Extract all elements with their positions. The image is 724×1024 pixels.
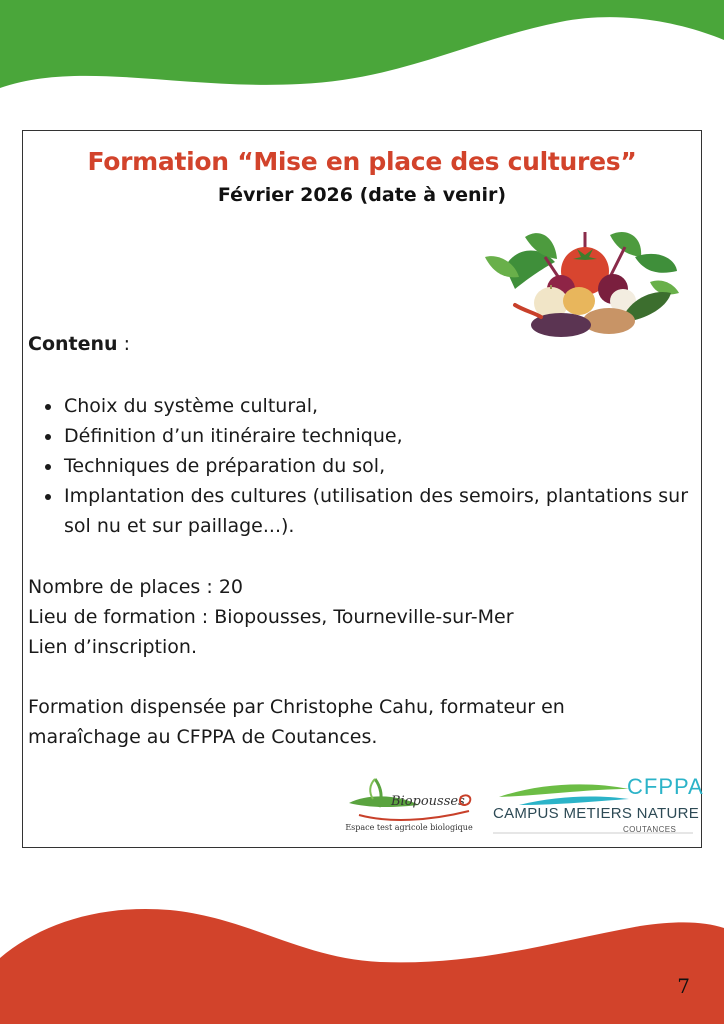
bottom-red-wave <box>0 904 724 1024</box>
cfppa-campus-name: CAMPUS METIERS NATURE <box>493 805 700 822</box>
list-item-text: Techniques de préparation du sol, <box>64 455 386 477</box>
list-item-text: Choix du système cultural, <box>64 395 319 417</box>
registration-link[interactable]: Lien d’inscription. <box>28 636 197 658</box>
contenu-heading: Contenu <box>28 333 118 355</box>
contenu-label <box>28 333 130 355</box>
biopousses-wordmark: Biopousses <box>391 794 465 809</box>
list-item <box>28 391 698 421</box>
list-item-text: Définition d’un itinéraire technique, <box>64 425 403 447</box>
location: Lieu de formation : Biopousses, Tourneville-sur-Mer <box>28 606 514 628</box>
cfppa-city: COUTANCES <box>623 825 677 834</box>
cfppa-wordmark: CFPPA <box>627 774 704 799</box>
trainer-info: Formation dispensée par Christophe Cahu, formateur en maraîchage au CFPPA de Coutances. <box>28 696 565 748</box>
list-item <box>28 451 698 481</box>
contenu-colon: : <box>117 333 130 355</box>
places-count: Nombre de places : 20 <box>28 576 243 598</box>
biopousses-caption: Espace test agricole biologique <box>345 823 473 832</box>
page-number: 7 <box>677 974 690 998</box>
contenu-list <box>28 391 698 541</box>
list-item <box>28 421 698 451</box>
bullet-icon <box>45 494 51 500</box>
top-green-wave <box>0 0 724 100</box>
bullet-icon <box>45 434 51 440</box>
bullet-icon <box>45 404 51 410</box>
bullet-icon <box>45 464 51 470</box>
list-item <box>28 481 698 541</box>
page-title: Formation “Mise en place des cultures” <box>87 147 637 176</box>
list-item-text: Implantation des cultures (utilisation des semoirs, plantations sur sol nu et sur paillage...). <box>64 485 689 537</box>
info-block <box>28 572 698 662</box>
formation-card <box>22 130 702 848</box>
vegetables-illustration <box>485 227 681 345</box>
date-subtitle: Février 2026 (date à venir) <box>217 184 507 206</box>
